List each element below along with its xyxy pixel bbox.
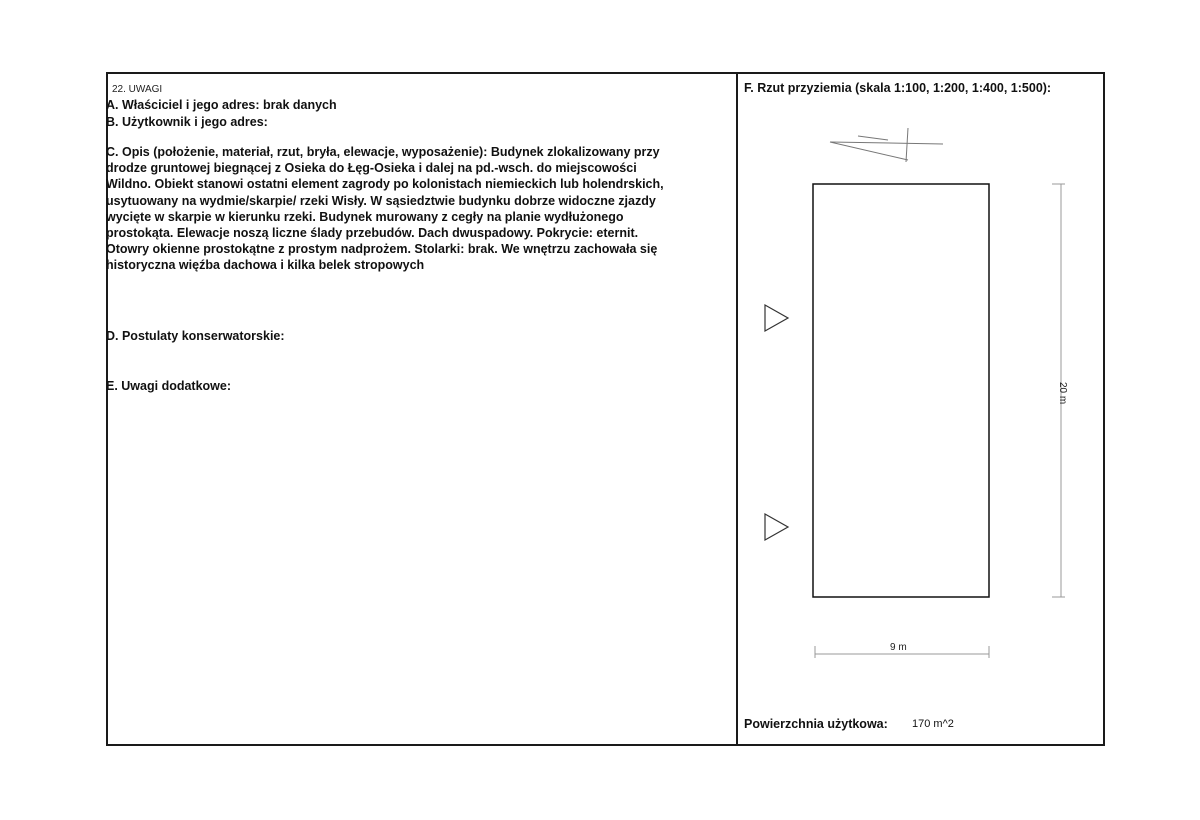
north-arrow-icon	[830, 128, 943, 162]
owner-line: A. Właściciel i jego adres: brak danych	[106, 98, 337, 112]
description-line: wycięte w skarpie w kierunku rzeki. Budynek murowany z cegły na planie wydłużonego	[106, 209, 624, 224]
entrance-arrow-icon	[765, 305, 788, 331]
additional-remarks-heading: E. Uwagi dodatkowe:	[106, 379, 232, 393]
building-outline	[813, 184, 989, 597]
entrance-arrow-icon	[765, 514, 788, 540]
description-block	[106, 144, 724, 274]
usable-area-label: Powierzchnia użytkowa:	[744, 717, 888, 731]
description-line: drodze gruntowej biegnącej z Osieka do Łęg-Osieka i dalej na pd.-wsch. do miejscowości	[106, 161, 637, 176]
description-line: C. Opis (położenie, materiał, rzut, bryła, elewacje, wyposażenie): Budynek zlokalizowany przy	[106, 145, 660, 159]
description-line: usytuowany na wydmie/skarpie/ rzeki Wisły. W sąsiedztwie budynku dobrze widoczne zjazdy	[106, 193, 656, 208]
remarks-panel	[106, 80, 734, 740]
usable-area-value: 170 m^2	[912, 718, 954, 730]
plan-title: F. Rzut przyziemia (skala 1:100, 1:200, 1:400, 1:500):	[744, 81, 1052, 95]
floor-plan-panel	[738, 72, 1105, 746]
conservation-heading: D. Postulaty konserwatorskie:	[106, 329, 285, 343]
description-line: historyczna więźba dachowa i kilka belek stropowych	[106, 258, 425, 273]
description-line: prostokąta. Elewacje noszą liczne ślady przebudów. Dach dwuspadowy. Pokrycie: eternit.	[106, 226, 639, 241]
user-line: B. Użytkownik i jego adres:	[106, 115, 268, 129]
floor-plan-drawing	[738, 72, 1105, 746]
height-dimension-label: 20 m	[1057, 382, 1068, 405]
description-line: Wildno. Obiekt stanowi ostatni element zagrody po kolonistach niemieckich lub holendrskich,	[106, 177, 664, 192]
section-number: 22. UWAGI	[112, 84, 163, 95]
width-dimension-label: 9 m	[890, 642, 907, 653]
description-line: Otowry okienne prostokątne z prostym nadprożem. Stolarki: brak. We wnętrzu zachowała się	[106, 242, 658, 257]
